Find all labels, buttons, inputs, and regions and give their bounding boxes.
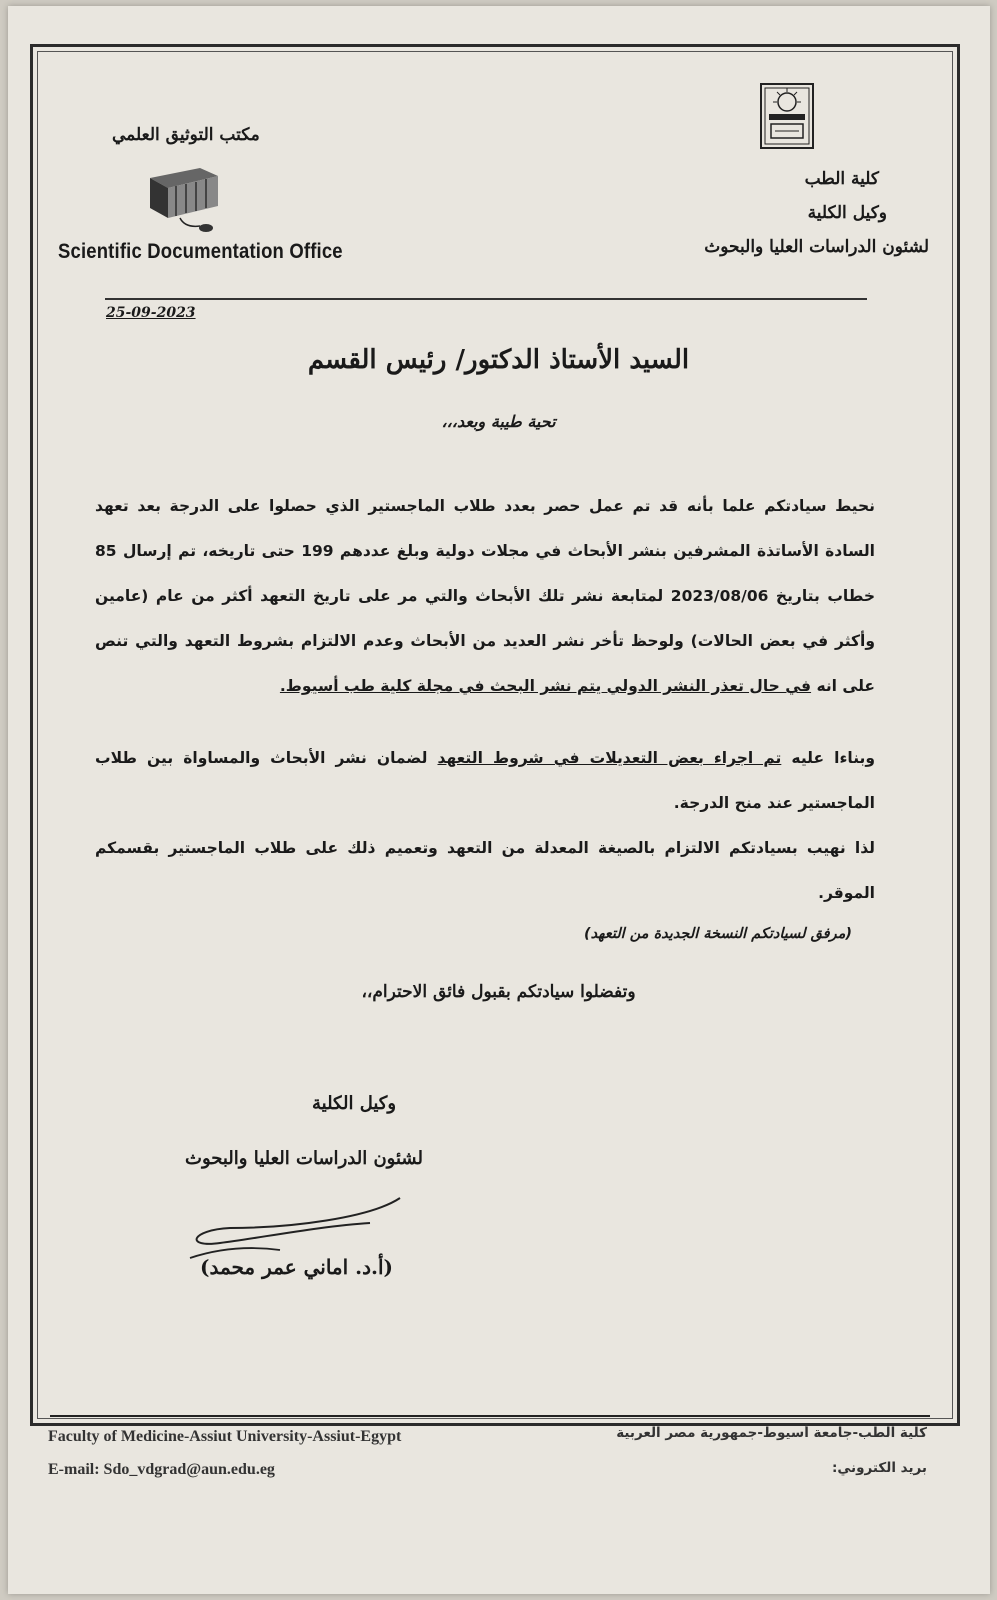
body-paragraph-2 bbox=[95, 736, 875, 826]
affairs-label: لشئون الدراسات العليا والبحوث bbox=[704, 237, 929, 257]
p1-text: نحيط سيادتكم علما بأنه قد تم عمل حصر بعدد طلاب الماجستير الذي حصلوا على الدرجة بعد تعهد السادة الأساتذة المشرفين بنشر الأبحاث في مجلات دولية وبلغ عددهم 199 حتى تاريخه، تم إرسال 85 خطاب بتاريخ 2023/08/06 لمتابعة نشر تلك الأبحاث والتي مر على تاريخ التعهد أكثر من عام (عامين وأكثر في بعض الحالات) ولوحظ تأخر نشر العديد من الأبحاث وعدم الالتزام بشروط التعهد والتي تنص على انه bbox=[95, 497, 875, 695]
attachment-note: (مرفق لسيادتكم النسخة الجديدة من التعهد) bbox=[583, 926, 852, 942]
footer-email-english: E-mail: Sdo_vdgrad@aun.edu.eg bbox=[48, 1461, 275, 1478]
footer-address-english: Faculty of Medicine-Assiut University-Assiut-Egypt bbox=[48, 1428, 402, 1445]
footer-email-arabic: بريد الكتروني: bbox=[831, 1460, 927, 1476]
signatory-title: وكيل الكلية bbox=[312, 1093, 397, 1114]
letter-date: 25-09-2023 bbox=[106, 305, 196, 321]
header-divider bbox=[105, 298, 867, 300]
faculty-header bbox=[657, 80, 929, 257]
greeting: تحية طيبة وبعد،،، bbox=[441, 412, 556, 431]
signatory-affairs: لشئون الدراسات العليا والبحوث bbox=[185, 1148, 423, 1169]
university-logo-icon bbox=[755, 80, 819, 154]
office-name-english: Scientific Documentation Office bbox=[58, 240, 343, 263]
footer-divider bbox=[50, 1415, 930, 1417]
body-paragraph-1 bbox=[95, 484, 875, 709]
footer-address-arabic: كلية الطب-جامعة أسيوط-جمهورية مصر العربية bbox=[616, 1425, 927, 1441]
body-paragraph-3: لذا نهيب بسيادتكم الالتزام بالصيغة المعدلة من التعهد وتعميم ذلك على طلاب الماجستير بقسمكم الموقر. bbox=[95, 839, 875, 902]
p2-text-start: وبناءا عليه bbox=[781, 749, 876, 767]
signatory-name: (أ.د. اماني عمر محمد) bbox=[200, 1255, 394, 1279]
vice-dean-label: وكيل الكلية bbox=[807, 203, 887, 223]
p1-underlined-condition: في حال تعذر النشر الدولي يتم نشر البحث في مجلة كلية طب أسيوط. bbox=[279, 677, 812, 695]
p2-underlined: تم اجراء بعض التعديلات في شروط التعهد bbox=[437, 749, 782, 767]
p2-text-end: لضمان نشر الأبحاث والمساواة بين طلاب الماجستير عند منح الدرجة. bbox=[95, 749, 875, 812]
office-name-arabic: مكتب التوثيق العلمي bbox=[112, 125, 260, 145]
archive-cabinet-icon bbox=[140, 158, 230, 238]
closing-line: وتفضلوا سيادتكم بقبول فائق الاحترام،، bbox=[361, 982, 636, 1002]
salutation: السيد الأستاذ الدكتور/ رئيس القسم bbox=[307, 345, 690, 375]
faculty-name: كلية الطب bbox=[804, 169, 879, 189]
